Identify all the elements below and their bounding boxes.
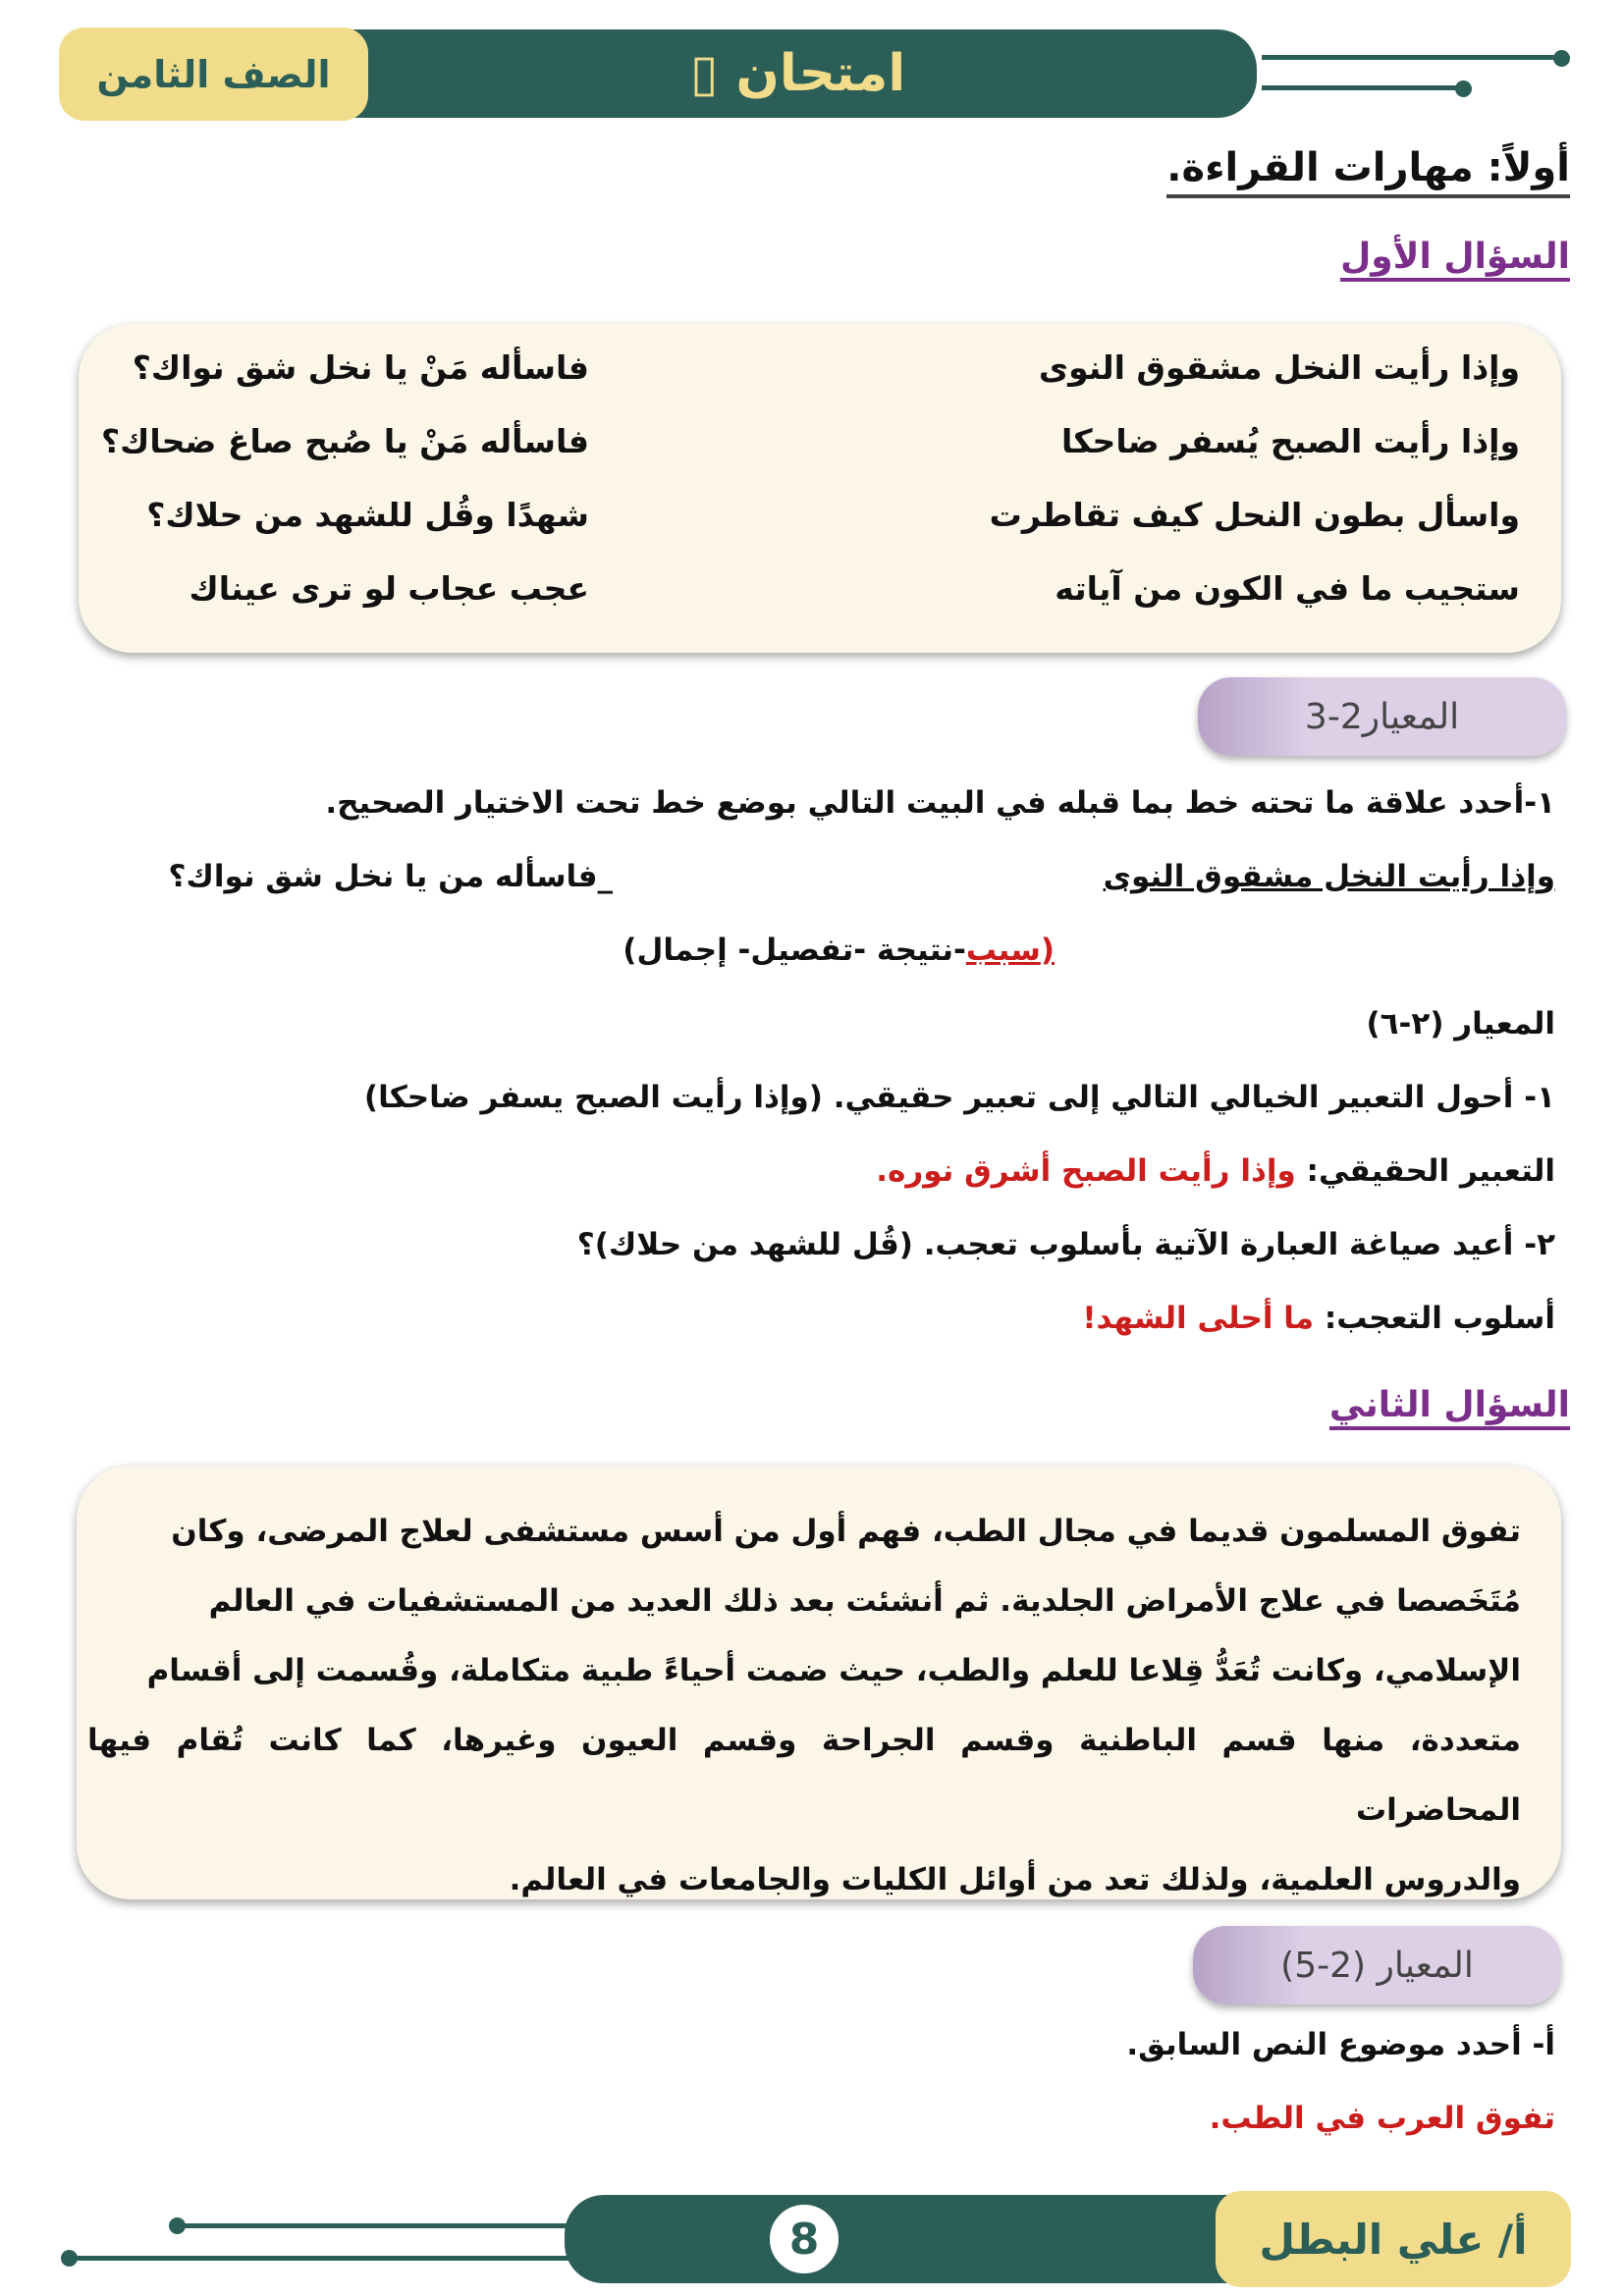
verse-2-right: وإذا رأيت الصبح يُسفر ضاحكا	[1060, 422, 1520, 460]
criterion-label-1: المعيار2-3	[1304, 696, 1460, 737]
q3-instruction: ٢- أعيد صياغة العبارة الآتية بأسلوب تعجب. (قُل للشهد من حلاك)؟	[576, 1227, 1555, 1262]
header-decor-dot	[1553, 50, 1570, 67]
q1-other-choices: -نتيجة -تفصيل- إجمال)	[623, 933, 966, 968]
q4-instruction: أ- أحدد موضوع النص السابق.	[1126, 2027, 1555, 2062]
passage-line-2: مُتَخَصصا في علاج الأمراض الجلدية. ثم أنشئت بعد ذلك العديد من المستشفيات في العالم	[208, 1583, 1521, 1619]
footer-decor-line	[69, 2256, 569, 2261]
criterion-badge-1	[1198, 677, 1566, 756]
verse-2-left: فاسأله مَنْ يا صُبح صاغ ضحاك؟	[100, 422, 589, 460]
verse-4-right: ستجيب ما في الكون من آياته	[1055, 569, 1520, 608]
question1-title: السؤال الأول	[1340, 236, 1570, 282]
passage-text	[87, 1497, 1521, 1915]
criterion-label-3: المعيار (2-5)	[1280, 1945, 1474, 1986]
q3-answer: ما أحلى الشهد!	[1082, 1301, 1315, 1336]
q1-instruction: ١-أحدد علاقة ما تحته خط بما قبله في البيت التالي بوضع خط تحت الاختيار الصحيح.	[325, 785, 1555, 821]
verse-1-right: وإذا رأيت النخل مشقوق النوى	[1038, 348, 1520, 387]
verse-3-right: واسأل بطون النحل كيف تقاطرت	[989, 496, 1520, 534]
q1-correct-choice: سبب	[965, 933, 1041, 968]
passage-line-5: والدروس العلمية، ولذلك تعد من أوائل الكليات والجامعات في العالم.	[509, 1862, 1521, 1897]
q1-verse-left: _فاسأله من يا نخل شق نواك؟	[168, 859, 613, 894]
exam-title-bar	[339, 29, 1257, 118]
q1-choices	[623, 933, 1055, 968]
q4-answer: تفوق العرب في الطب.	[1209, 2101, 1555, 2136]
q1-choice-open: (	[1040, 933, 1055, 968]
verse-3-left: شهدًا وقُل للشهد من حلاك؟	[146, 496, 589, 534]
page-number: 8	[788, 2214, 820, 2265]
question2-title: السؤال الثاني	[1329, 1384, 1570, 1430]
header-decor-line-2	[1262, 85, 1458, 90]
page-number-badge	[766, 2201, 842, 2277]
footer-decor-line-2	[177, 2223, 569, 2228]
q2-instruction: ١- أحول التعبير الخيالي التالي إلى تعبير حقيقي. (وإذا رأيت الصبح يسفر ضاحكا)	[363, 1080, 1555, 1115]
q3-answer-line	[1082, 1301, 1555, 1336]
criterion-badge-3	[1193, 1926, 1561, 2004]
passage-line-1: تفوق المسلمون قديما في مجال الطب، فهم أول من أسس مستشفى لعلاج المرضى، وكان	[171, 1514, 1521, 1549]
exam-title: امتحان ▯	[689, 44, 906, 103]
footer-decor-dot-2	[169, 2217, 186, 2234]
q3-answer-label: أسلوب التعجب:	[1314, 1301, 1555, 1336]
q2-answer: وإذا رأيت الصبح أشرق نوره.	[876, 1153, 1296, 1189]
passage-line-4: متعددة، منها قسم الباطنية وقسم الجراحة وقسم العيون وغيرها، كما كانت تُقام فيها المحاضرات	[87, 1723, 1521, 1828]
header-decor-dot-2	[1455, 80, 1472, 97]
author-name: أ/ علي البطل	[1259, 2215, 1528, 2264]
q2-answer-label: التعبير الحقيقي:	[1295, 1153, 1555, 1189]
section-title: أولاً: مهارات القراءة.	[1166, 145, 1570, 198]
poem-box	[79, 324, 1561, 653]
verse-4-left: عجب عجاب لو ترى عيناك	[189, 569, 589, 608]
grade-label: الصف الثامن	[96, 52, 331, 96]
grade-badge	[59, 27, 368, 121]
verse-1-left: فاسأله مَنْ يا نخل شق نواك؟	[132, 348, 589, 387]
q1-verse-right: وإذا رأيت النخل مشقوق النوى	[1103, 859, 1555, 894]
q2-answer-line	[876, 1153, 1555, 1189]
passage-line-3: الإسلامي، وكانت تُعَدُّ قِلاعا للعلم والطب، حيث ضمت أحياءً طبية متكاملة، وقُسمت إلى أقسام	[146, 1653, 1521, 1688]
criterion-2-label: المعيار (٢-٦)	[1366, 1006, 1555, 1041]
author-badge	[1216, 2191, 1571, 2287]
footer-decor-dot	[61, 2250, 78, 2267]
header-decor-line	[1262, 55, 1556, 60]
